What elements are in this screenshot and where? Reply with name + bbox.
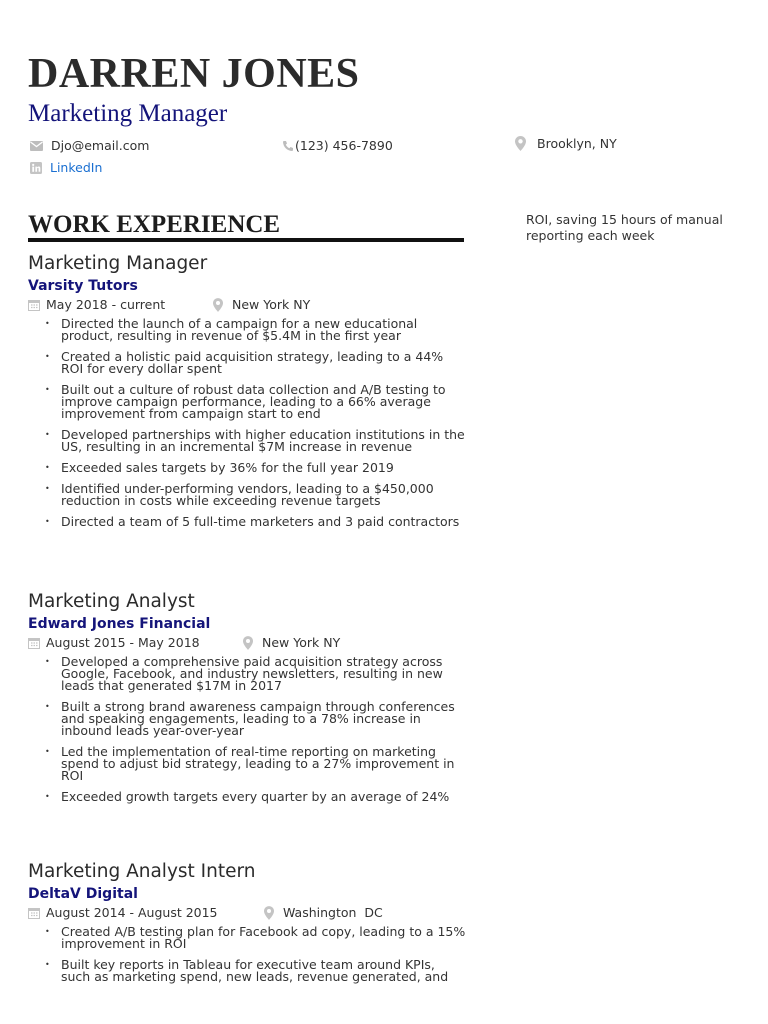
job-entry — [28, 591, 468, 812]
job-location-text: Washington DC — [283, 905, 383, 920]
bullet-item: • Identified under-performing vendors, leading to a $450,000 reduction in costs while exceeding revenue targets — [28, 483, 468, 507]
company-name: DeltaV Digital — [28, 886, 138, 902]
calendar-icon — [28, 907, 40, 919]
email-text[interactable]: Djo@email.com — [51, 138, 150, 153]
job-location — [264, 904, 383, 922]
bullet-item: • Built out a culture of robust data collection and A/B testing to improve campaign performance, leading to a 66% average improvement from campaign start to end — [28, 384, 468, 420]
job-dates: August 2014 - August 2015 — [46, 905, 218, 920]
phone-text[interactable]: (123) 456-7890 — [295, 138, 393, 153]
job-dates: May 2018 - current — [46, 297, 166, 312]
job-meta — [28, 296, 468, 314]
side-column-text: ROI, saving 15 hours of manual reporting each week — [526, 212, 723, 243]
job-entry — [28, 253, 468, 537]
bullet-item: • Built a strong brand awareness campaign through conferences and speaking engagements, leading to a 78% increase in inbound leads year-over-year — [28, 701, 468, 737]
location-text: Brooklyn, NY — [537, 136, 617, 151]
job-location — [243, 634, 340, 652]
linkedin-icon — [30, 162, 42, 174]
bullet-item: • Exceeded sales targets by 36% for the full year 2019 — [28, 462, 468, 474]
job-bullets — [28, 656, 468, 803]
job-location-text: New York NY — [262, 635, 341, 650]
section-divider — [28, 238, 464, 242]
linkedin-link[interactable]: LinkedIn — [50, 160, 103, 175]
contact-linkedin — [30, 160, 102, 175]
company-name: Varsity Tutors — [28, 278, 138, 294]
contact-email — [30, 138, 149, 153]
calendar-icon — [28, 299, 40, 311]
job-meta — [28, 904, 468, 922]
envelope-icon — [30, 141, 43, 151]
bullet-item: • Developed a comprehensive paid acquisition strategy across Google, Facebook, and industry newsletters, resulting in new leads that generated $17M in 2017 — [28, 656, 468, 692]
job-location — [213, 296, 310, 314]
job-entry — [28, 861, 468, 992]
company-name: Edward Jones Financial — [28, 616, 211, 632]
section-title-work-experience: WORK EXPERIENCE — [28, 211, 281, 238]
phone-icon — [282, 140, 294, 152]
bullet-item: • Exceeded growth targets every quarter by an average of 24% — [28, 791, 468, 803]
job-bullets — [28, 318, 468, 528]
job-title: Marketing Analyst — [28, 591, 195, 612]
map-pin-icon — [243, 636, 253, 650]
bullet-item: • Led the implementation of real-time reporting on marketing spend to adjust bid strategy, leading to a 27% improvement in ROI — [28, 746, 468, 782]
job-meta — [28, 634, 468, 652]
bullet-item: • Developed partnerships with higher education institutions in the US, resulting in an incremental $7M increase in revenue — [28, 429, 468, 453]
calendar-icon — [28, 637, 40, 649]
bullet-item: • Created a holistic paid acquisition strategy, leading to a 44% ROI for every dollar spent — [28, 351, 468, 375]
map-pin-icon — [515, 136, 526, 151]
candidate-role: Marketing Manager — [28, 100, 228, 127]
contact-phone — [282, 138, 393, 153]
job-title: Marketing Manager — [28, 253, 208, 274]
map-pin-icon — [213, 298, 223, 312]
job-location-text: New York NY — [232, 297, 311, 312]
bullet-item: • Built key reports in Tableau for executive team around KPIs, such as marketing spend, new leads, revenue generated, and — [28, 959, 468, 983]
bullet-item: • Directed a team of 5 full-time marketers and 3 paid contractors — [28, 516, 468, 528]
map-pin-icon — [264, 906, 274, 920]
bullet-item: • Directed the launch of a campaign for a new educational product, resulting in revenue of $5.4M in the first year — [28, 318, 468, 342]
job-bullets — [28, 926, 468, 983]
candidate-name: DARREN JONES — [28, 51, 360, 97]
bullet-item: • Created A/B testing plan for Facebook ad copy, leading to a 15% improvement in ROI — [28, 926, 468, 950]
job-title: Marketing Analyst Intern — [28, 861, 256, 882]
job-dates: August 2015 - May 2018 — [46, 635, 200, 650]
contact-location — [515, 136, 617, 151]
